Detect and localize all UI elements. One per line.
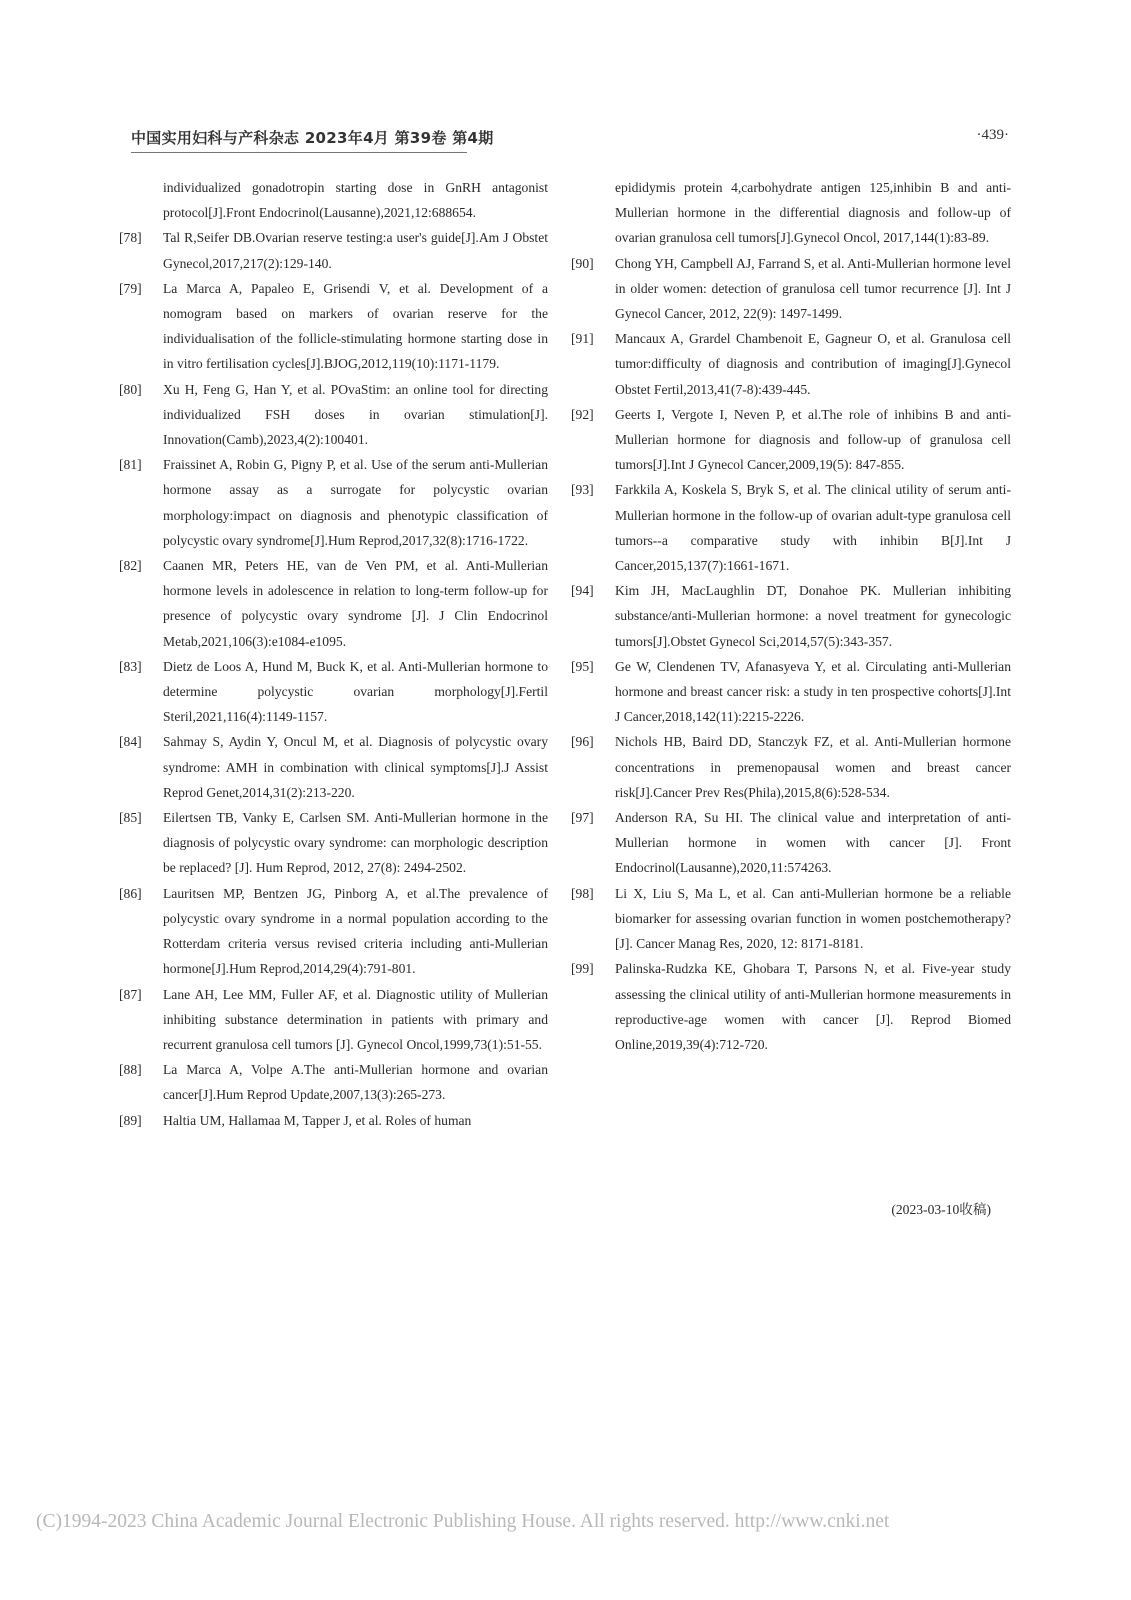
reference-text: Farkkila A, Koskela S, Bryk S, et al. The clinical utility of serum anti-Mullerian hormone in the follow-up of ovarian adult-type granulosa cell tumors--a comparative study with inhibin B[J].Int J Cancer,2015,137(7):1661-1671. — [615, 482, 1011, 574]
reference-text: La Marca A, Papaleo E, Grisendi V, et al. Development of a nomogram based on markers of ovarian reserve for the individualisation of the follicle-stimulating hormone starting dose in in vitro fertilisation cycles[J].BJOG,2012,119(10):1171-1179. — [163, 280, 548, 372]
reference-number: [93] — [571, 482, 594, 498]
reference-96 — [571, 729, 1011, 805]
reference-text: Geerts I, Vergote I, Neven P, et al.The role of inhibins B and anti-Mullerian hormone for diagnosis and follow-up of granulosa cell tumors[J].Int J Gynecol Cancer,2009,19(5): 847-855. — [615, 406, 1011, 473]
reference-number: [96] — [571, 734, 594, 750]
reference-number: [90] — [571, 255, 594, 271]
reference-91 — [571, 326, 1011, 402]
reference-95 — [571, 654, 1011, 730]
reference-number: [85] — [119, 810, 142, 826]
reference-83 — [119, 654, 548, 730]
reference-number: [80] — [119, 381, 142, 397]
received-date: (2023-03-10收稿) — [891, 1202, 991, 1217]
running-head — [131, 127, 1011, 151]
reference-80 — [119, 377, 548, 453]
reference-90 — [571, 251, 1011, 327]
reference-text: La Marca A, Volpe A.The anti-Mullerian hormone and ovarian cancer[J].Hum Reprod Update,2007,13(3):265-273. — [163, 1062, 548, 1103]
reference-text: Lane AH, Lee MM, Fuller AF, et al. Diagnostic utility of Mullerian inhibiting substance determination in patients with primary and recurrent granulosa cell tumors [J]. Gynecol Oncol,1999,73(1):51-55. — [163, 986, 548, 1052]
reference-89 — [119, 1108, 548, 1133]
reference-98 — [571, 881, 1011, 957]
journal-title: 中国实用妇科与产科杂志 2023年4月 第39卷 第4期 — [131, 129, 494, 147]
page-number: ·439· — [976, 127, 1009, 143]
reference-number: [89] — [119, 1112, 142, 1128]
reference-number: [97] — [571, 810, 594, 826]
reference-94 — [571, 578, 1011, 654]
reference-text: Nichols HB, Baird DD, Stanczyk FZ, et al. Anti-Mullerian hormone concentrations in premenopausal women and breast cancer risk[J].Cancer Prev Res(Phila),2015,8(6):528-534. — [615, 734, 1011, 800]
reference-text: Caanen MR, Peters HE, van de Ven PM, et al. Anti-Mullerian hormone levels in adolescence in relation to long-term follow-up for presence of polycystic ovary syndrome [J]. J Clin Endocrinol Metab,2021,106(3):e1084-e1095. — [163, 558, 548, 649]
reference-text: Palinska-Rudzka KE, Ghobara T, Parsons N, et al. Five-year study assessing the clinical utility of anti-Mullerian hormone measurements in reproductive-age women with cancer [J]. Reprod Biomed Online,2019,39(4):712-720. — [615, 961, 1011, 1052]
copyright-footer: (C)1994-2023 China Academic Journal Electronic Publishing House. All rights reserved. http://www.cnki.net — [36, 1511, 890, 1532]
reference-text: Eilertsen TB, Vanky E, Carlsen SM. Anti-Mullerian hormone in the diagnosis of polycystic ovary syndrome: can morphologic description be replaced? [J]. Hum Reprod, 2012, 27(8): 2494-2502. — [163, 810, 548, 876]
reference-86 — [119, 881, 548, 982]
reference-92 — [571, 402, 1011, 478]
reference-number: [98] — [571, 885, 594, 901]
reference-number: [92] — [571, 406, 594, 422]
reference-text: Haltia UM, Hallamaa M, Tapper J, et al. Roles of human — [163, 1112, 472, 1128]
reference-number: [81] — [119, 457, 142, 473]
reference-text: Anderson RA, Su HI. The clinical value and interpretation of anti-Mullerian hormone in women with cancer [J]. Front Endocrinol(Lausanne),2020,11:574263. — [615, 810, 1011, 876]
reference-number: [84] — [119, 734, 142, 750]
reference-text: Tal R,Seifer DB.Ovarian reserve testing:a user's guide[J].Am J Obstet Gynecol,2017,217(2):129-140. — [163, 230, 548, 271]
reference-number: [79] — [119, 280, 142, 296]
reference-number: [83] — [119, 658, 142, 674]
reference-number: [95] — [571, 658, 594, 674]
reference-number: [88] — [119, 1062, 142, 1078]
reference-88 — [119, 1057, 548, 1107]
reference-text: Kim JH, MacLaughlin DT, Donahoe PK. Mullerian inhibiting substance/anti-Mullerian hormone: a novel treatment for gynecologic tumors[J].Obstet Gynecol Sci,2014,57(5):343-357. — [615, 583, 1011, 649]
reference-number: [99] — [571, 961, 594, 977]
reference-text: Mancaux A, Grardel Chambenoit E, Gagneur O, et al. Granulosa cell tumor:difficulty of diagnosis and contribution of imaging[J].Gynecol Obstet Fertil,2013,41(7-8):439-445. — [615, 331, 1011, 397]
reference-continuation: epididymis protein 4,carbohydrate antigen 125,inhibin B and anti-Mullerian hormone in the differential diagnosis and follow-up of ovarian granulosa cell tumors[J].Gynecol Oncol, 2017,144(1):83-89. — [615, 180, 1011, 246]
reference-87 — [119, 982, 548, 1058]
reference-text: Sahmay S, Aydin Y, Oncul M, et al. Diagnosis of polycystic ovary syndrome: AMH in combination with clinical symptoms[J].J Assist Reprod Genet,2014,31(2):213-220. — [163, 734, 548, 800]
reference-text: Chong YH, Campbell AJ, Farrand S, et al. Anti-Mullerian hormone level in older women: detection of granulosa cell tumor recurrence [J]. Int J Gynecol Cancer, 2012, 22(9): 1497-1499. — [615, 255, 1011, 322]
reference-99 — [571, 956, 1011, 1057]
reference-continuation: individualized gonadotropin starting dose in GnRH antagonist protocol[J].Front Endocrinol(Lausanne),2021,12:688654. — [163, 180, 548, 221]
reference-97 — [571, 805, 1011, 881]
reference-text: Fraissinet A, Robin G, Pigny P, et al. Use of the serum anti-Mullerian hormone assay as a surrogate for polycystic ovarian morphology:impact on diagnosis and phenotypic classification of polycystic ovary syndrome[J].Hum Reprod,2017,32(8):1716-1722. — [163, 457, 548, 548]
reference-85 — [119, 805, 548, 881]
reference-84 — [119, 729, 548, 805]
header-rule — [131, 152, 467, 153]
reference-number: [86] — [119, 885, 142, 901]
reference-text: Xu H, Feng G, Han Y, et al. POvaStim: an online tool for directing individualized FSH doses in ovarian stimulation[J]. Innovation(Camb),2023,4(2):100401. — [163, 381, 548, 448]
right-column — [571, 175, 1011, 1057]
reference-text: Dietz de Loos A, Hund M, Buck K, et al. Anti-Mullerian hormone to determine polycystic ovarian morphology[J].Fertil Steril,2021,116(4):1149-1157. — [163, 658, 548, 725]
reference-number: [87] — [119, 986, 142, 1002]
reference-text: Lauritsen MP, Bentzen JG, Pinborg A, et al.The prevalence of polycystic ovary syndrome in a normal population according to the Rotterdam criteria versus revised criteria including anti-Mullerian hormone[J].Hum Reprod,2014,29(4):791-801. — [163, 885, 548, 977]
reference-number: [91] — [571, 331, 594, 347]
left-column — [119, 175, 548, 1133]
reference-81 — [119, 452, 548, 553]
reference-78 — [119, 225, 548, 275]
reference-79 — [119, 276, 548, 377]
reference-number: [82] — [119, 558, 142, 574]
reference-93 — [571, 477, 1011, 578]
reference-number: [78] — [119, 230, 142, 246]
reference-text: Ge W, Clendenen TV, Afanasyeva Y, et al. Circulating anti-Mullerian hormone and breast cancer risk: a study in ten prospective cohorts[J].Int J Cancer,2018,142(11):2215-2226. — [615, 658, 1011, 725]
reference-82 — [119, 553, 548, 654]
reference-number: [94] — [571, 583, 594, 599]
reference-text: Li X, Liu S, Ma L, et al. Can anti-Mullerian hormone be a reliable biomarker for assessing ovarian function in women postchemotherapy? [J]. Cancer Manag Res, 2020, 12: 8171-8181. — [615, 885, 1011, 952]
